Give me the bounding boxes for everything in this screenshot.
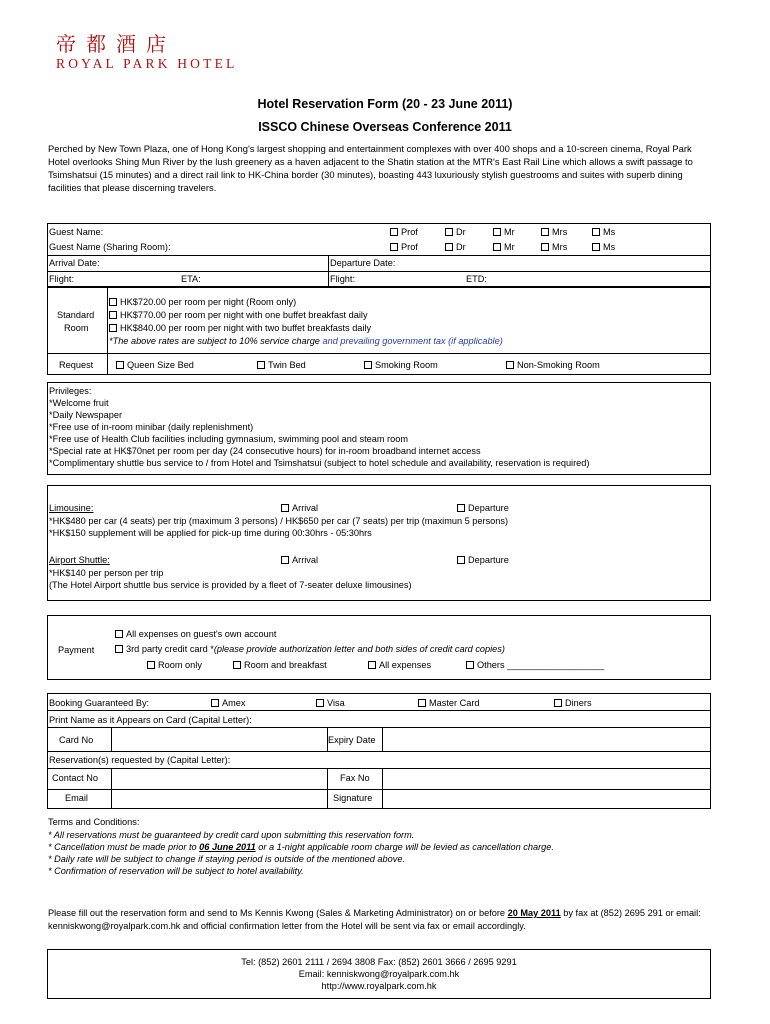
privileges-section (47, 382, 711, 475)
limousine-arrival-option[interactable]: Arrival (281, 502, 318, 514)
checkbox[interactable] (368, 661, 376, 669)
terms-line: * Confirmation of reservation will be subject to hotel availability. (48, 866, 304, 876)
print-name-label: Print Name as it Appears on Card (Capital Letter): (49, 715, 252, 725)
payment-third-party-option[interactable]: 3rd party credit card *(please provide authorization letter and both sides of credit card copies) (115, 643, 505, 655)
checkbox[interactable] (541, 243, 549, 251)
privilege-item: *Welcome fruit (49, 398, 109, 408)
transport-section (47, 485, 711, 601)
shuttle-arrival-option[interactable]: Arrival (281, 554, 318, 566)
request-smoking-room[interactable]: Smoking Room (364, 359, 438, 371)
checkbox[interactable] (281, 504, 289, 512)
request-label: Request (59, 360, 94, 370)
card-diners-option[interactable]: Diners (554, 697, 592, 709)
sharing-title-mrs-option[interactable]: Mrs (541, 241, 567, 253)
checkbox[interactable] (390, 228, 398, 236)
privilege-item: *Free use of Health Club facilities including gymnasium, swimming pool and steam room (49, 434, 408, 444)
shuttle-rate: *HK$140 per person per trip (49, 568, 164, 578)
flight-label: Flight: (49, 274, 75, 284)
payment-own-account-option[interactable]: All expenses on guest's own account (115, 628, 276, 640)
sharing-title-ms-option[interactable]: Ms (592, 241, 615, 253)
hotel-intro: Perched by New Town Plaza, one of Hong Kong's largest shopping and entertainment complexes with over 400 shops and a 10-screen cinema, Royal Park Hotel overlooks Shing Mun River by the lush greenery as a haven adjacent to the Shatin station at the MTR's East Rail Line which allows a swift passage to Tsimshatsui (15 minutes) and a direct rail link to HK-China border (30 minutes), boasting 443 luxuriously stylish guestrooms and suites with superb dining facilities that please discerning travelers. (48, 143, 693, 193)
checkbox[interactable] (457, 556, 465, 564)
privilege-item: *Daily Newspaper (49, 410, 123, 420)
payment-section (47, 615, 711, 680)
request-twin-bed[interactable]: Twin Bed (257, 359, 306, 371)
checkbox[interactable] (390, 243, 398, 251)
checkbox[interactable] (493, 243, 501, 251)
checkbox[interactable] (147, 661, 155, 669)
rate-note: *The above rates are subject to 10% service charge and prevailing government tax (if applicable) (109, 336, 503, 346)
title-mrs-option[interactable]: Mrs (541, 226, 567, 238)
checkbox[interactable] (233, 661, 241, 669)
expiry-date-label: Expiry Date (328, 735, 376, 745)
checkbox[interactable] (257, 361, 265, 369)
checkbox[interactable] (445, 228, 453, 236)
departure-date-label: Departure Date: (330, 258, 396, 268)
checkbox[interactable] (466, 661, 474, 669)
checkbox[interactable] (109, 311, 117, 319)
departure-flight-label: Flight: (330, 274, 356, 284)
shuttle-departure-option[interactable]: Departure (457, 554, 509, 566)
sharing-title-dr-option[interactable]: Dr (445, 241, 466, 253)
fax-number-label: Fax No (340, 773, 370, 783)
request-non-smoking-room[interactable]: Non-Smoking Room (506, 359, 600, 371)
checkbox[interactable] (109, 298, 117, 306)
signature-label: Signature (333, 793, 373, 803)
card-number-label: Card No (59, 735, 94, 745)
title-ms-option[interactable]: Ms (592, 226, 615, 238)
checkbox[interactable] (281, 556, 289, 564)
email-label: Email (65, 793, 88, 803)
footer-website: http://www.royalpark.com.hk (321, 981, 437, 991)
checkbox[interactable] (418, 699, 426, 707)
checkbox[interactable] (109, 324, 117, 332)
room-section (47, 287, 711, 375)
checkbox[interactable] (316, 699, 324, 707)
sharing-guest-label: Guest Name (Sharing Room): (49, 242, 171, 252)
shuttle-note: (The Hotel Airport shuttle bus service is provided by a fleet of 7-seater deluxe limousines) (49, 580, 412, 590)
checkbox[interactable] (493, 228, 501, 236)
sharing-title-mr-option[interactable]: Mr (493, 241, 515, 253)
guest-name-label: Guest Name: (49, 227, 104, 237)
checkbox[interactable] (457, 504, 465, 512)
terms-cancellation-line: * Cancellation must be made prior to 06 June 2011 or a 1-night applicable room charge will be levied as cancellation charge. (48, 842, 554, 852)
limousine-rate: *HK$480 per car (4 seats) per trip (maximum 3 persons) / HK$650 per car (7 seats) per trip (maximun 5 persons) (49, 516, 509, 526)
checkbox[interactable] (592, 243, 600, 251)
room-type-label-2: Room (64, 323, 89, 333)
rate-option-one-breakfast[interactable]: HK$770.00 per room per night with one buffet breakfast daily (109, 309, 368, 321)
contact-number-label: Contact No (52, 773, 98, 783)
room-type-label: Standard (57, 310, 95, 320)
payment-room-breakfast-option[interactable]: Room and breakfast (233, 659, 327, 671)
terms-heading: Terms and Conditions: (48, 817, 140, 827)
checkbox[interactable] (116, 361, 124, 369)
etd-label: ETD: (466, 274, 487, 284)
footer-tel-fax: Tel: (852) 2601 2111 / 2694 3808 Fax: (852) 2601 3666 / 2695 9291 (241, 957, 517, 967)
payment-all-expenses-option[interactable]: All expenses (368, 659, 431, 671)
checkbox[interactable] (554, 699, 562, 707)
submission-instructions: Please fill out the reservation form and send to Ms Kennis Kwong (Sales & Marketing Administrator) on or before 20 May 2011 by fax at (852) 2695 291 or email: kenniskwong@royalpark.com.hk and official confirmation letter from the Hotel will be sent via fax or email accordingly. (48, 908, 701, 931)
airport-shuttle-label: Airport Shuttle: (49, 555, 110, 565)
title-prof-option[interactable]: Prof (390, 226, 418, 238)
booking-guarantee-label: Booking Guaranteed By: (49, 698, 150, 708)
card-mastercard-option[interactable]: Master Card (418, 697, 480, 709)
privilege-item: *Complimentary shuttle bus service to / from Hotel and Tsimshatsui (subject to hotel schedule and availability, reservation is required) (49, 458, 590, 468)
form-title: Hotel Reservation Form (20 - 23 June 2011) (257, 97, 513, 111)
checkbox[interactable] (211, 699, 219, 707)
rate-option-room-only[interactable]: HK$720.00 per room per night (Room only) (109, 296, 296, 308)
eta-label: ETA: (181, 274, 201, 284)
booking-section (47, 693, 711, 809)
hotel-logo-chinese: 帝都酒店 (56, 32, 176, 56)
payment-room-only-option[interactable]: Room only (147, 659, 202, 671)
checkbox[interactable] (364, 361, 372, 369)
checkbox[interactable] (541, 228, 549, 236)
checkbox[interactable] (506, 361, 514, 369)
arrival-date-label: Arrival Date: (49, 258, 100, 268)
payment-others-option[interactable]: Others ___________________ (466, 659, 604, 671)
terms-line: * Daily rate will be subject to change if staying period is outside of the mentioned above. (48, 854, 405, 864)
requested-by-label: Reservation(s) requested by (Capital Letter): (49, 755, 231, 765)
title-mr-option[interactable]: Mr (493, 226, 515, 238)
checkbox[interactable] (445, 243, 453, 251)
hotel-logo-english: ROYAL PARK HOTEL (56, 56, 238, 71)
checkbox[interactable] (115, 645, 123, 653)
terms-line: * All reservations must be guaranteed by credit card upon submitting this reservation form. (48, 830, 415, 840)
rate-option-two-breakfasts[interactable]: HK$840.00 per room per night with two buffet breakfasts daily (109, 322, 371, 334)
privilege-item: *Special rate at HK$70net per room per day (24 consecutive hours) for in-room broadband internet access (49, 446, 481, 456)
card-amex-option[interactable]: Amex (211, 697, 246, 709)
footer-email: Email: kenniskwong@royalpark.com.hk (298, 969, 460, 979)
title-dr-option[interactable]: Dr (445, 226, 466, 238)
limousine-label: Limousine: (49, 503, 94, 513)
checkbox[interactable] (592, 228, 600, 236)
privilege-item: *Free use of in-room minibar (daily replenishment) (49, 422, 254, 432)
payment-label: Payment (58, 645, 95, 655)
guest-section (47, 223, 711, 287)
request-queen-bed[interactable]: Queen Size Bed (116, 359, 194, 371)
limousine-supplement: *HK$150 supplement will be applied for pick-up time during 00:30hrs - 05:30hrs (49, 528, 372, 538)
card-visa-option[interactable]: Visa (316, 697, 345, 709)
sharing-title-prof-option[interactable]: Prof (390, 241, 418, 253)
privileges-heading: Privileges: (49, 386, 92, 396)
conference-title: ISSCO Chinese Overseas Conference 2011 (258, 120, 512, 134)
contact-footer (47, 949, 711, 999)
checkbox[interactable] (115, 630, 123, 638)
limousine-departure-option[interactable]: Departure (457, 502, 509, 514)
